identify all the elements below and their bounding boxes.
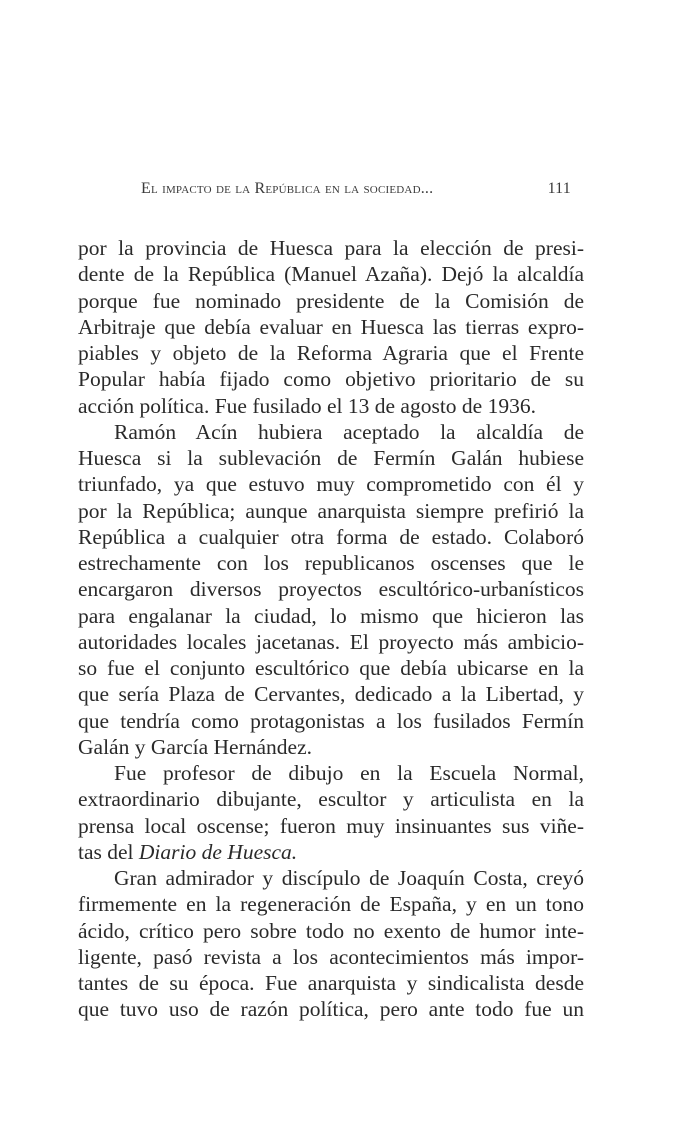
text-line: por la provincia de Huesca para la elección de presi- — [78, 236, 584, 260]
text-line — [78, 760, 584, 786]
text-line: extraordinario dibujante, escultor y articulista en la — [78, 787, 584, 812]
text-line: acción política. Fue fusilado el 13 de agosto de 1936. — [78, 393, 536, 418]
text-line: ácido, crítico pero sobre todo no exento de humor inte- — [78, 918, 584, 943]
text-line: Arbitraje que debía evaluar en Huesca las tierras expro- — [78, 314, 584, 339]
text-line: estrechamente con los republicanos oscenses que le — [78, 551, 584, 575]
paragraph-1 — [78, 235, 584, 419]
text-line — [78, 839, 584, 865]
text-line-content: Fue profesor de dibujo en la Escuela Normal, — [114, 761, 584, 785]
text-line: que tendría como protagonistas a los fusilados Fermín — [78, 708, 584, 733]
running-header — [141, 180, 571, 204]
body-text — [78, 235, 584, 1023]
text-line: firmemente en la regeneración de España, y en un tono — [78, 892, 584, 917]
text-line-content: tas del — [78, 839, 139, 864]
text-line: que tuvo uso de razón política, pero ante todo fue un — [78, 997, 584, 1022]
paragraph-2 — [78, 419, 584, 760]
paragraph-4 — [78, 865, 584, 1023]
text-line-content: Gran admirador y discípulo de Joaquín Costa, creyó — [114, 866, 584, 890]
text-line: tantes de su época. Fue anarquista y sindicalista desde — [78, 971, 584, 995]
text-line: triunfado, ya que estuvo muy comprometido con él y — [78, 472, 584, 497]
text-line: dente de la República (Manuel Azaña). Dejó la alcaldía — [78, 262, 584, 287]
text-line: encargaron diversos proyectos escultórico-urbanísticos — [78, 577, 584, 602]
text-line: Popular había fijado como objetivo prioritario de su — [78, 367, 584, 392]
text-line-content: Ramón Acín hubiera aceptado la alcaldía de — [114, 419, 584, 444]
text-line — [78, 865, 584, 891]
text-line: para engalanar la ciudad, lo mismo que hicieron las — [78, 603, 584, 628]
text-line: so fue el conjunto escultórico que debía ubicarse en la — [78, 656, 584, 680]
text-line: ligente, pasó revista a los acontecimientos más impor- — [78, 944, 584, 969]
text-line: piables y objeto de la Reforma Agraria que el Frente — [78, 341, 584, 365]
text-line: por la República; aunque anarquista siempre prefirió la — [78, 498, 584, 523]
text-line: que sería Plaza de Cervantes, dedicado a la Libertad, y — [78, 682, 584, 707]
page-number: 111 — [547, 180, 571, 197]
text-line — [78, 419, 584, 445]
paragraph-3 — [78, 760, 584, 865]
text-line: Huesca si la sublevación de Fermín Galán hubiese — [78, 446, 584, 470]
text-line: autoridades locales jacetanas. El proyecto más ambicio- — [78, 629, 584, 654]
italic-title: Diario de Huesca. — [138, 839, 298, 864]
text-line: Galán y García Hernández. — [78, 734, 312, 759]
text-line: porque fue nominado presidente de la Comisión de — [78, 288, 584, 313]
text-line: prensa local oscense; fueron muy insinuantes sus viñe- — [78, 813, 584, 838]
running-title: El impacto de la República en la sociedad... — [141, 180, 434, 197]
text-line: República a cualquier otra forma de estado. Colaboró — [78, 524, 584, 549]
